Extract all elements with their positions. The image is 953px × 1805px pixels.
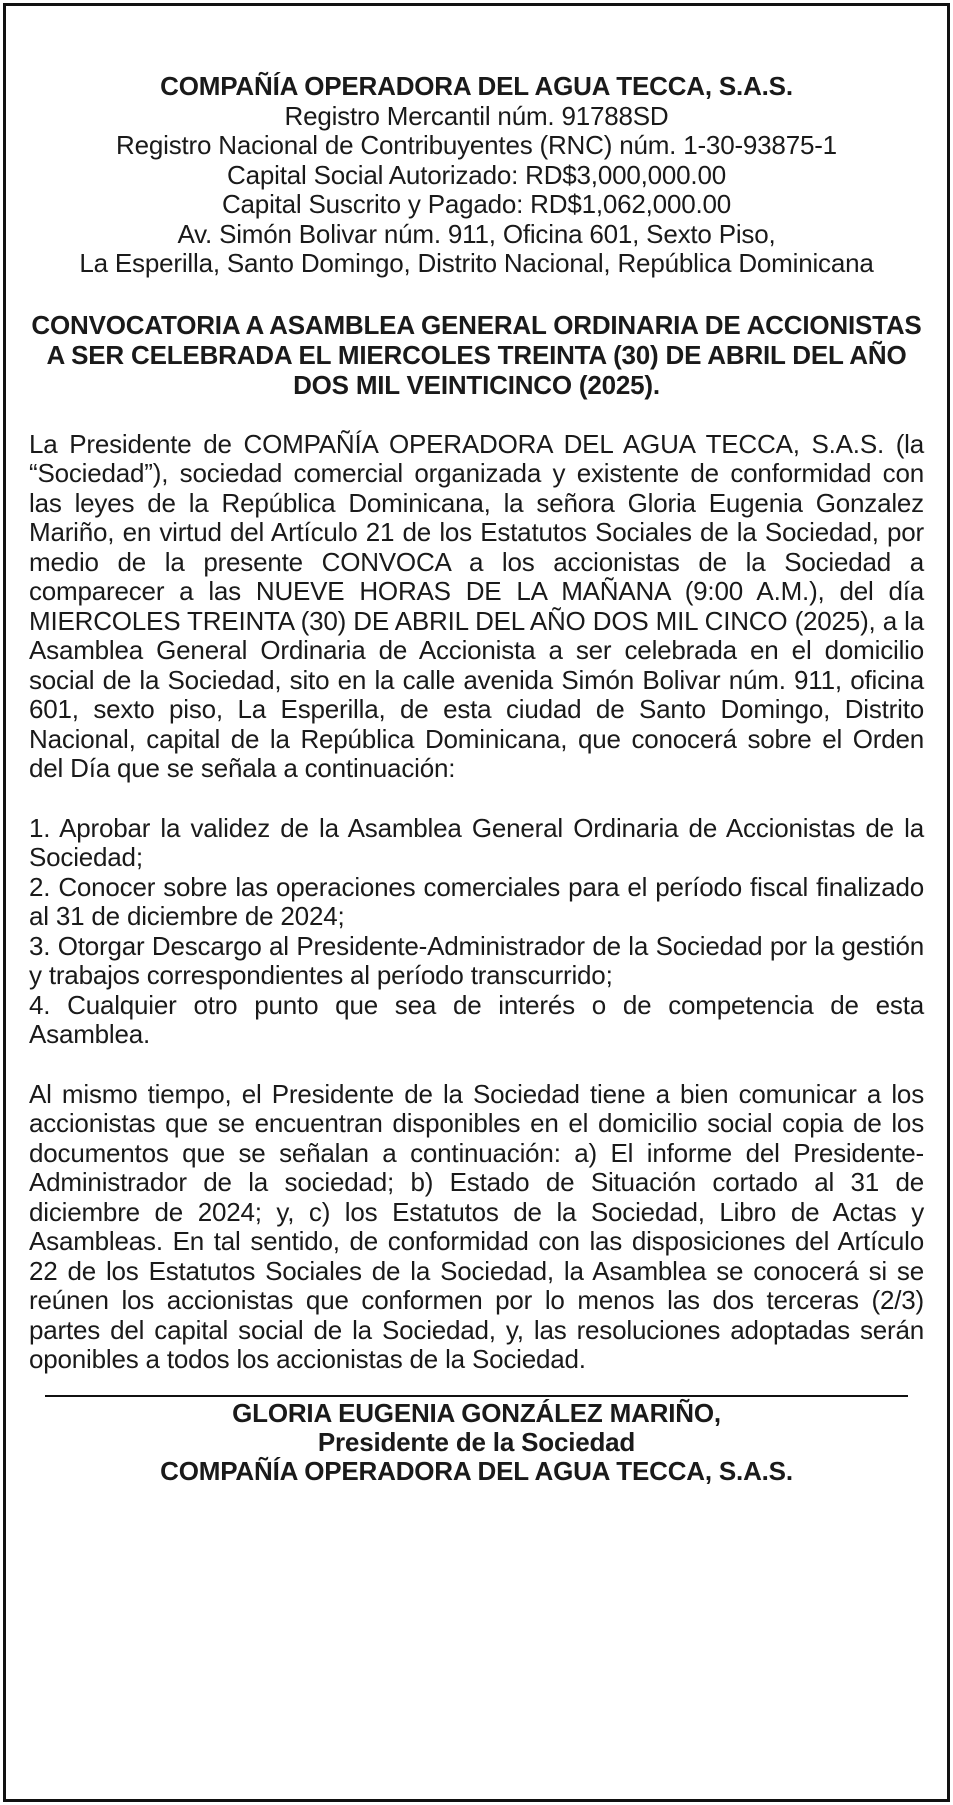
closing-paragraph: Al mismo tiempo, el Presidente de la Sociedad tiene a bien comunicar a los accionistas que se encuentran disponibles en el domicilio social copia de los documentos que se señalan a continuación: a) El informe del Presidente-Administrador de la sociedad; b) Estado de Situación cortado al 31 de diciembre de 2024; y, c) los Estatutos de la Sociedad, Libro de Actas y Asambleas. En tal sentido, de conformidad con las disposiciones del Artículo 22 de los Estatutos Sociales de la Sociedad, la Asamblea se conocerá si se reúnen los accionistas que conformen por lo menos las dos terceras (2/3) partes del capital social de la Sociedad, y, las resoluciones adoptadas serán oponibles a todos los accionistas de la Sociedad. bbox=[29, 1078, 924, 1374]
rnc-number: Registro Nacional de Contribuyentes (RNC) núm. 1-30-93875-1 bbox=[116, 130, 837, 160]
address-line-1: Av. Simón Bolivar núm. 911, Oficina 601, Sexto Piso, bbox=[177, 218, 776, 249]
mercantile-registry: Registro Mercantil núm. 91788SD bbox=[284, 100, 669, 131]
agenda-item: 4. Cualquier otro punto que sea de interés o de competencia de esta Asamblea. bbox=[29, 989, 924, 1049]
notice-content bbox=[29, 72, 924, 1486]
agenda-item: 2. Conocer sobre las operaciones comerciales para el período fiscal finalizado al 31 de diciembre de 2024; bbox=[29, 871, 924, 931]
signatory-name: GLORIA EUGENIA GONZÁLEZ MARIÑO, bbox=[232, 1397, 721, 1428]
address-line-2: La Esperilla, Santo Domingo, Distrito Nacional, República Dominicana bbox=[79, 248, 874, 278]
company-header bbox=[29, 72, 924, 279]
authorized-capital: Capital Social Autorizado: RD$3,000,000.00 bbox=[227, 159, 726, 190]
signature-rule bbox=[45, 1395, 908, 1397]
signatory-role: Presidente de la Sociedad bbox=[317, 1426, 636, 1457]
agenda-item: 3. Otorgar Descargo al Presidente-Administrador de la Sociedad por la gestión y trabajos correspondientes al período transcurrido; bbox=[29, 930, 924, 990]
intro-paragraph: La Presidente de COMPAÑÍA OPERADORA DEL AGUA TECCA, S.A.S. (la “Sociedad”), sociedad comercial organizada y existente de conformidad con las leyes de la República Dominicana, la señora Gloria Eugenia Gonzalez Mariño, en virtud del Artículo 21 de los Estatutos Sociales de la Sociedad, por medio de la presente CONVOCA a los accionistas de la Sociedad a comparecer a las NUEVE HORAS DE LA MAÑANA (9:00 A.M.), del día MIERCOLES TREINTA (30) DE ABRIL DEL AÑO DOS MIL CINCO (2025), a la Asamblea General Ordinaria de Accionista a ser celebrada en el domicilio social de la Sociedad, sito en la calle avenida Simón Bolivar núm. 911, oficina 601, sexto piso, La Esperilla, de esta ciudad de Santo Domingo, Distrito Nacional, capital de la República Dominicana, que conocerá sobre el Orden del Día que se señala a continuación: bbox=[29, 428, 924, 783]
convocation-title: CONVOCATORIA A ASAMBLEA GENERAL ORDINARIA DE ACCIONISTAS A SER CELEBRADA EL MIERCOLES TREINTA (30) DE ABRIL DEL AÑO DOS MIL VEINTICINCO (2025). bbox=[31, 309, 922, 400]
agenda-list bbox=[29, 814, 924, 1050]
signature-block bbox=[29, 1399, 924, 1486]
paid-capital: Capital Suscrito y Pagado: RD$1,062,000.00 bbox=[221, 189, 732, 219]
company-name: COMPAÑÍA OPERADORA DEL AGUA TECCA, S.A.S. bbox=[160, 71, 793, 101]
agenda-item: 1. Aprobar la validez de la Asamblea General Ordinaria de Accionistas de la Sociedad; bbox=[29, 812, 924, 872]
signatory-company: COMPAÑÍA OPERADORA DEL AGUA TECCA, S.A.S. bbox=[160, 1455, 793, 1486]
